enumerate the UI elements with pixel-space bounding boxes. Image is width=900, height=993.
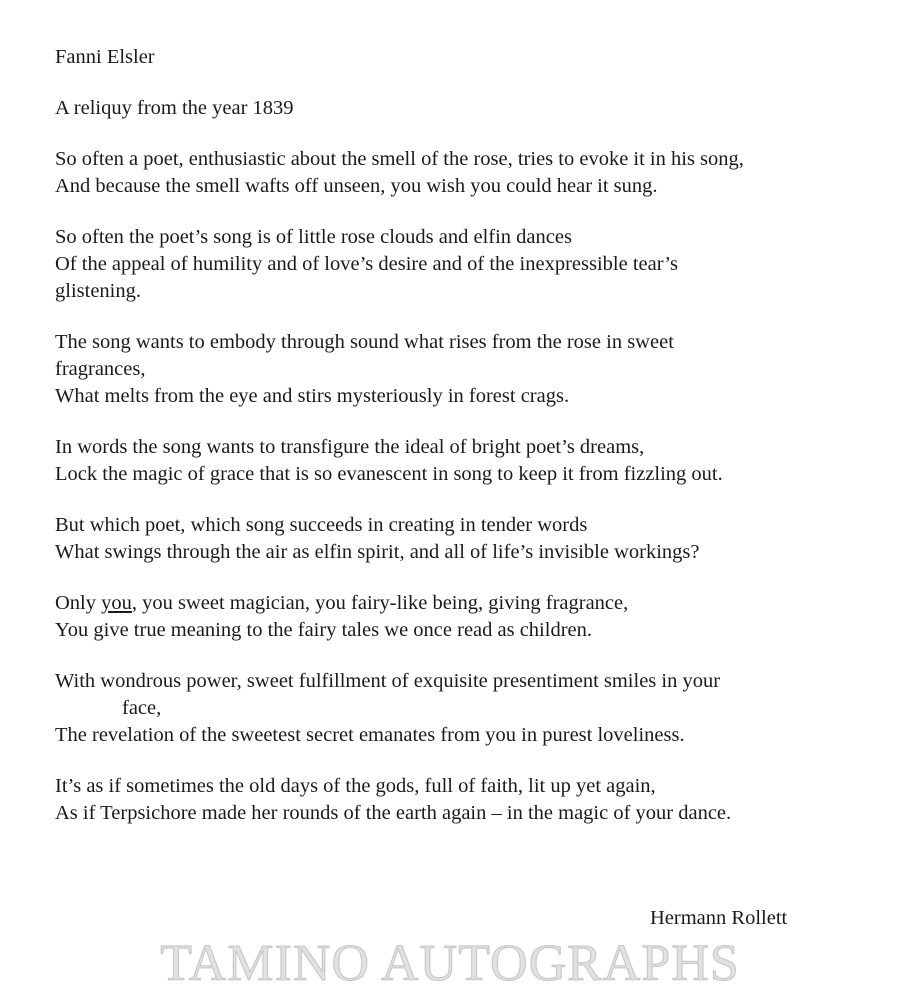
stanzas	[55, 146, 895, 827]
stanza	[55, 668, 895, 749]
poem-line: Of the appeal of humility and of love’s desire and of the inexpressible tear’s	[55, 253, 678, 275]
poem-line: With wondrous power, sweet fulfillment of exquisite presentiment smiles in your	[55, 670, 721, 692]
stanza	[55, 224, 895, 305]
poem-document	[55, 44, 895, 851]
poem-title-block	[55, 44, 895, 71]
underlined-word: you	[101, 592, 132, 614]
poem-line: It’s as if sometimes the old days of the gods, full of faith, lit up yet again,	[55, 775, 656, 797]
watermark: TAMINO AUTOGRAPHS	[160, 935, 740, 992]
poem-line: fragrances,	[55, 358, 146, 380]
poem-line: face,	[122, 697, 162, 719]
poem-line: The revelation of the sweetest secret emanates from you in purest loveliness.	[55, 724, 685, 746]
poem-line	[55, 590, 895, 617]
line-segment: Only	[55, 592, 102, 614]
line-segment: , you sweet magician, you fairy-like being, giving fragrance,	[131, 592, 629, 614]
poem-subtitle: A reliquy from the year 1839	[55, 97, 294, 119]
poem-line: So often the poet’s song is of little rose clouds and elfin dances	[55, 226, 572, 248]
poem-line: Lock the magic of grace that is so evanescent in song to keep it from fizzling out.	[55, 463, 723, 485]
poem-line: But which poet, which song succeeds in creating in tender words	[55, 514, 588, 536]
poem-line: As if Terpsichore made her rounds of the earth again – in the magic of your dance.	[55, 802, 732, 824]
poem-line: The song wants to embody through sound what rises from the rose in sweet	[55, 331, 674, 353]
poem-line: In words the song wants to transfigure the ideal of bright poet’s dreams,	[55, 436, 645, 458]
poem-line: What melts from the eye and stirs mysteriously in forest crags.	[55, 385, 570, 407]
stanza	[55, 512, 895, 566]
stanza	[55, 146, 895, 200]
stanza	[55, 590, 895, 644]
poem-line: You give true meaning to the fairy tales we once read as children.	[55, 619, 593, 641]
poem-title: Fanni Elsler	[55, 46, 155, 68]
poem-line: And because the smell wafts off unseen, you wish you could hear it sung.	[55, 175, 658, 197]
stanza	[55, 329, 895, 410]
stanza	[55, 773, 895, 827]
poem-line: So often a poet, enthusiastic about the smell of the rose, tries to evoke it in his song,	[55, 148, 744, 170]
stanza	[55, 434, 895, 488]
poem-line: What swings through the air as elfin spirit, and all of life’s invisible workings?	[55, 541, 700, 563]
signature: Hermann Rollett	[650, 907, 788, 929]
poem-subtitle-block	[55, 95, 895, 122]
poem-line: glistening.	[55, 280, 141, 302]
